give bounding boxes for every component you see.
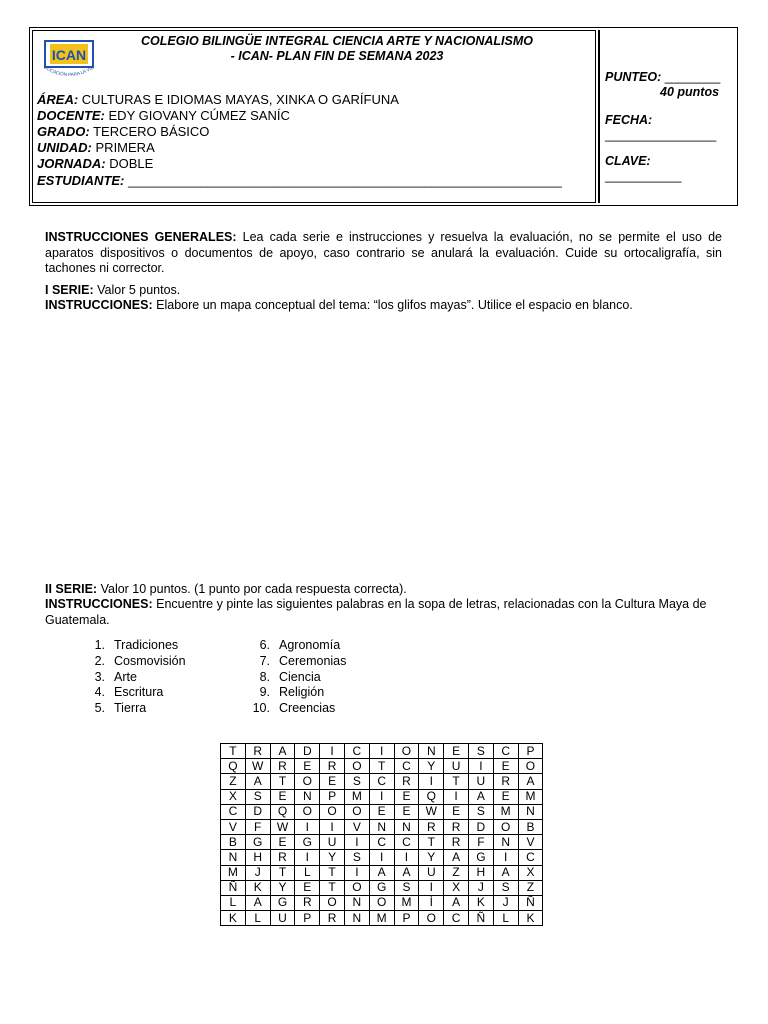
header-box bbox=[29, 27, 738, 206]
grid-cell[interactable]: I bbox=[419, 774, 444, 789]
grid-cell[interactable]: I bbox=[394, 850, 419, 865]
school-name-line2: - ICAN- PLAN FIN DE SEMANA 2023 bbox=[230, 49, 444, 63]
grid-row bbox=[221, 911, 543, 926]
grid-cell[interactable]: G bbox=[369, 880, 394, 895]
grid-cell[interactable]: T bbox=[444, 774, 469, 789]
grid-cell[interactable]: Ñ bbox=[468, 911, 493, 926]
field-grado: GRADO: TERCERO BÁSICO bbox=[37, 124, 210, 139]
grid-cell[interactable]: Q bbox=[419, 789, 444, 804]
grid-cell[interactable]: O bbox=[295, 804, 320, 819]
grid-cell[interactable]: O bbox=[344, 759, 369, 774]
grid-cell[interactable]: W bbox=[270, 819, 295, 834]
clave-field[interactable]: ___________ bbox=[605, 169, 682, 183]
grid-cell[interactable]: I bbox=[344, 835, 369, 850]
grid-cell[interactable]: Z bbox=[518, 880, 543, 895]
grid-cell[interactable]: U bbox=[270, 911, 295, 926]
grid-cell[interactable]: Q bbox=[270, 804, 295, 819]
grid-cell[interactable]: R bbox=[444, 835, 469, 850]
grid-cell[interactable]: K bbox=[245, 880, 270, 895]
grid-cell[interactable]: Z bbox=[221, 774, 246, 789]
grid-cell[interactable]: O bbox=[493, 819, 518, 834]
grid-cell[interactable]: E bbox=[493, 759, 518, 774]
serie2-heading: II SERIE: Valor 10 puntos. (1 punto por cada respuesta correcta). bbox=[45, 582, 407, 596]
grid-cell[interactable]: E bbox=[369, 804, 394, 819]
logo-motto: DUCACIÓN PARA LA VID bbox=[43, 64, 95, 78]
grid-cell[interactable]: U bbox=[419, 865, 444, 880]
grid-cell[interactable]: C bbox=[394, 835, 419, 850]
grid-cell[interactable]: H bbox=[245, 850, 270, 865]
grid-cell[interactable]: V bbox=[221, 819, 246, 834]
grid-cell[interactable]: L bbox=[295, 865, 320, 880]
clave-label: CLAVE: bbox=[605, 154, 651, 168]
grid-cell[interactable]: I bbox=[344, 865, 369, 880]
grid-row bbox=[221, 804, 543, 819]
grid-cell[interactable]: P bbox=[394, 911, 419, 926]
grid-cell[interactable]: I bbox=[320, 819, 345, 834]
grid-cell[interactable]: M bbox=[369, 911, 394, 926]
grid-row bbox=[221, 774, 543, 789]
word-item: 4. Escritura bbox=[94, 685, 164, 700]
grid-cell[interactable]: O bbox=[394, 744, 419, 759]
grid-cell[interactable]: Í bbox=[419, 895, 444, 910]
grid-cell[interactable]: C bbox=[518, 850, 543, 865]
grid-cell[interactable]: X bbox=[518, 865, 543, 880]
word-list-col2 bbox=[251, 638, 346, 717]
grid-cell[interactable]: T bbox=[270, 774, 295, 789]
grid-cell[interactable]: R bbox=[444, 819, 469, 834]
grid-cell[interactable]: L bbox=[221, 895, 246, 910]
grid-cell[interactable]: F bbox=[245, 819, 270, 834]
grid-cell[interactable]: L bbox=[245, 911, 270, 926]
grid-cell[interactable]: N bbox=[493, 835, 518, 850]
grid-cell[interactable]: S bbox=[493, 880, 518, 895]
grid-cell[interactable]: C bbox=[369, 774, 394, 789]
general-instructions-label: INSTRUCCIONES GENERALES: bbox=[45, 230, 237, 244]
grid-cell[interactable]: S bbox=[394, 880, 419, 895]
grid-cell[interactable]: O bbox=[369, 895, 394, 910]
grid-cell[interactable]: Ñ bbox=[518, 895, 543, 910]
grid-cell[interactable]: K bbox=[221, 911, 246, 926]
punteo-total: 40 puntos bbox=[660, 85, 720, 99]
grid-row bbox=[221, 895, 543, 910]
grid-cell[interactable]: I bbox=[468, 759, 493, 774]
grid-cell[interactable]: N bbox=[369, 819, 394, 834]
grid-cell[interactable]: N bbox=[419, 744, 444, 759]
header-info-panel bbox=[32, 30, 596, 203]
grid-row bbox=[221, 880, 543, 895]
general-instructions bbox=[45, 230, 722, 277]
grid-cell[interactable]: X bbox=[444, 880, 469, 895]
grid-cell[interactable]: N bbox=[518, 804, 543, 819]
grid-cell[interactable]: I bbox=[369, 744, 394, 759]
grid-cell[interactable]: J bbox=[245, 865, 270, 880]
grid-row bbox=[221, 850, 543, 865]
grid-cell[interactable]: E bbox=[444, 804, 469, 819]
grid-cell[interactable]: D bbox=[295, 744, 320, 759]
grid-cell[interactable]: O bbox=[295, 774, 320, 789]
grid-cell[interactable]: S bbox=[245, 789, 270, 804]
grid-cell[interactable]: O bbox=[518, 759, 543, 774]
school-name bbox=[93, 34, 581, 64]
grid-cell[interactable]: A bbox=[369, 865, 394, 880]
grid-cell[interactable]: C bbox=[369, 835, 394, 850]
grid-cell[interactable]: O bbox=[320, 895, 345, 910]
grid-cell[interactable]: A bbox=[270, 744, 295, 759]
fecha-label: FECHA: bbox=[605, 113, 653, 127]
word-item: 9. Religión bbox=[259, 685, 325, 700]
grid-cell[interactable]: D bbox=[468, 819, 493, 834]
field-estudiante[interactable]: ESTUDIANTE: ____________________________________________________________ bbox=[37, 173, 562, 188]
fecha-field[interactable]: ________________ bbox=[605, 128, 717, 142]
serie2-instructions: INSTRUCCIONES: Encuentre y pinte las siguientes palabras en la sopa de letras, relacionadas con la Cultura Maya de Guatemala. bbox=[45, 597, 707, 627]
grid-cell[interactable]: R bbox=[270, 759, 295, 774]
grid-cell[interactable]: S bbox=[468, 804, 493, 819]
grid-cell[interactable]: M bbox=[221, 865, 246, 880]
grid-cell[interactable]: O bbox=[344, 880, 369, 895]
logo-text: ICAN bbox=[51, 47, 87, 63]
grid-cell[interactable]: K bbox=[518, 911, 543, 926]
grid-cell[interactable]: R bbox=[295, 895, 320, 910]
grid-cell[interactable]: I bbox=[369, 850, 394, 865]
grid-cell[interactable]: H bbox=[468, 865, 493, 880]
grid-cell[interactable]: Q bbox=[221, 759, 246, 774]
grid-cell[interactable]: C bbox=[493, 744, 518, 759]
grid-cell[interactable]: N bbox=[221, 850, 246, 865]
grid-cell[interactable]: P bbox=[320, 789, 345, 804]
concept-map-space[interactable] bbox=[45, 320, 722, 570]
grid-cell[interactable]: J bbox=[468, 880, 493, 895]
school-name-line1: COLEGIO BILINGÜE INTEGRAL CIENCIA ARTE Y NACIONALISMO bbox=[141, 34, 533, 48]
grid-cell[interactable]: Y bbox=[419, 850, 444, 865]
grid-cell[interactable]: M bbox=[518, 789, 543, 804]
grid-cell[interactable]: I bbox=[320, 744, 345, 759]
grid-cell[interactable]: I bbox=[369, 789, 394, 804]
grid-cell[interactable]: V bbox=[344, 819, 369, 834]
grid-cell[interactable]: U bbox=[444, 759, 469, 774]
grid-cell[interactable]: M bbox=[493, 804, 518, 819]
grid-cell[interactable]: E bbox=[444, 744, 469, 759]
grid-cell[interactable]: T bbox=[221, 744, 246, 759]
grid-cell[interactable]: V bbox=[518, 835, 543, 850]
word-item: 8. Ciencia bbox=[259, 669, 321, 684]
grid-cell[interactable]: Ñ bbox=[221, 880, 246, 895]
word-item: 3. Arte bbox=[94, 669, 137, 684]
grid-cell[interactable]: E bbox=[270, 835, 295, 850]
grid-cell[interactable]: O bbox=[320, 804, 345, 819]
grid-cell[interactable]: S bbox=[468, 744, 493, 759]
grid-row bbox=[221, 759, 543, 774]
word-item: 7. Ceremonias bbox=[259, 653, 347, 668]
grid-cell[interactable]: W bbox=[245, 759, 270, 774]
grid-cell[interactable]: I bbox=[295, 850, 320, 865]
word-item: 1. Tradiciones bbox=[94, 638, 179, 652]
grid-row bbox=[221, 819, 543, 834]
grid-cell[interactable]: U bbox=[468, 774, 493, 789]
grid-cell[interactable]: C bbox=[444, 911, 469, 926]
field-unidad: UNIDAD: PRIMERA bbox=[37, 140, 155, 155]
grid-cell[interactable]: N bbox=[344, 895, 369, 910]
grid-cell[interactable]: R bbox=[245, 744, 270, 759]
grid-cell[interactable]: E bbox=[394, 789, 419, 804]
grid-cell[interactable]: M bbox=[394, 895, 419, 910]
word-item: 2. Cosmovisión bbox=[94, 653, 186, 668]
grid-row bbox=[221, 789, 543, 804]
grid-cell[interactable]: P bbox=[295, 911, 320, 926]
grid-cell[interactable]: G bbox=[468, 850, 493, 865]
grid-cell[interactable]: B bbox=[518, 819, 543, 834]
grid-cell[interactable]: R bbox=[270, 850, 295, 865]
grid-cell[interactable]: K bbox=[468, 895, 493, 910]
grid-cell[interactable]: B bbox=[221, 835, 246, 850]
grid-cell[interactable]: T bbox=[320, 880, 345, 895]
grid-cell[interactable]: D bbox=[245, 804, 270, 819]
grid-cell[interactable]: U bbox=[320, 835, 345, 850]
grid-cell[interactable]: Y bbox=[320, 850, 345, 865]
grid-cell[interactable]: E bbox=[295, 759, 320, 774]
grid-cell[interactable]: N bbox=[295, 789, 320, 804]
grid-cell[interactable]: Y bbox=[270, 880, 295, 895]
grid-cell[interactable]: M bbox=[344, 789, 369, 804]
grid-cell[interactable]: O bbox=[419, 911, 444, 926]
school-logo bbox=[41, 37, 97, 81]
field-jornada: JORNADA: DOBLE bbox=[37, 156, 154, 171]
grid-cell[interactable]: T bbox=[419, 835, 444, 850]
grid-cell[interactable]: I bbox=[419, 880, 444, 895]
word-item: 10. Creencias bbox=[252, 701, 336, 716]
grid-cell[interactable]: C bbox=[221, 804, 246, 819]
grid-cell[interactable]: N bbox=[394, 819, 419, 834]
grid-cell[interactable]: R bbox=[320, 911, 345, 926]
grid-cell[interactable]: X bbox=[221, 789, 246, 804]
grid-cell[interactable]: N bbox=[344, 911, 369, 926]
grid-cell[interactable]: E bbox=[270, 789, 295, 804]
grid-cell[interactable]: A bbox=[518, 774, 543, 789]
grid-cell[interactable]: F bbox=[468, 835, 493, 850]
grid-cell[interactable]: I bbox=[493, 850, 518, 865]
grid-cell[interactable]: T bbox=[270, 865, 295, 880]
grid-cell[interactable]: G bbox=[295, 835, 320, 850]
grid-cell[interactable]: R bbox=[419, 819, 444, 834]
grid-cell[interactable]: R bbox=[493, 774, 518, 789]
grid-cell[interactable]: S bbox=[344, 774, 369, 789]
grid-cell[interactable]: S bbox=[344, 850, 369, 865]
field-area: ÁREA: CULTURAS E IDIOMAS MAYAS, XINKA O GARÍFUNA bbox=[37, 92, 399, 107]
grid-cell[interactable]: W bbox=[419, 804, 444, 819]
grid-cell[interactable]: L bbox=[493, 911, 518, 926]
punteo-field[interactable]: PUNTEO: ________ bbox=[605, 70, 721, 84]
grid-cell[interactable]: I bbox=[295, 819, 320, 834]
serie1-heading: I SERIE: Valor 5 puntos. bbox=[45, 283, 181, 297]
header-score-panel bbox=[598, 30, 735, 203]
grid-cell[interactable]: E bbox=[295, 880, 320, 895]
grid-cell[interactable]: O bbox=[344, 804, 369, 819]
grid-cell[interactable]: T bbox=[320, 865, 345, 880]
grid-cell[interactable]: A bbox=[444, 895, 469, 910]
word-item: 5. Tierra bbox=[94, 701, 147, 716]
grid-cell[interactable]: J bbox=[493, 895, 518, 910]
grid-cell[interactable]: E bbox=[394, 804, 419, 819]
grid-cell[interactable]: I bbox=[444, 789, 469, 804]
grid-cell[interactable]: A bbox=[394, 865, 419, 880]
grid-row bbox=[221, 744, 543, 759]
grid-cell[interactable]: A bbox=[493, 865, 518, 880]
word-item: 6. Agronomía bbox=[259, 638, 341, 652]
grid-cell[interactable]: R bbox=[320, 759, 345, 774]
grid-cell[interactable]: Z bbox=[444, 865, 469, 880]
grid-cell[interactable]: E bbox=[320, 774, 345, 789]
grid-row bbox=[221, 835, 543, 850]
grid-cell[interactable]: A bbox=[245, 774, 270, 789]
grid-cell[interactable]: P bbox=[518, 744, 543, 759]
word-list-col1 bbox=[86, 638, 186, 717]
field-docente: DOCENTE: EDY GIOVANY CÚMEZ SANÍC bbox=[37, 108, 290, 123]
general-instructions-text: Lea cada serie e instrucciones y resuelva la evaluación, no se permite el uso de aparatos dispositivos o documentos de apoyo, caso contrario se anulará la evaluación. Cuide su ortocaligrafía, sin tachones ni corrector. bbox=[45, 230, 722, 275]
grid-cell[interactable]: Y bbox=[419, 759, 444, 774]
grid-cell[interactable]: C bbox=[394, 759, 419, 774]
grid-cell[interactable]: G bbox=[270, 895, 295, 910]
grid-cell[interactable]: G bbox=[245, 835, 270, 850]
grid-row bbox=[221, 865, 543, 880]
grid-cell[interactable]: E bbox=[493, 789, 518, 804]
grid-cell[interactable]: A bbox=[444, 850, 469, 865]
grid-cell[interactable]: A bbox=[468, 789, 493, 804]
grid-cell[interactable]: C bbox=[344, 744, 369, 759]
serie1-instructions: INSTRUCCIONES: Elabore un mapa conceptual del tema: “los glifos mayas”. Utilice el espacio en blanco. bbox=[45, 298, 633, 312]
word-search-grid[interactable] bbox=[220, 743, 543, 926]
grid-cell[interactable]: T bbox=[369, 759, 394, 774]
grid-cell[interactable]: A bbox=[245, 895, 270, 910]
grid-cell[interactable]: R bbox=[394, 774, 419, 789]
